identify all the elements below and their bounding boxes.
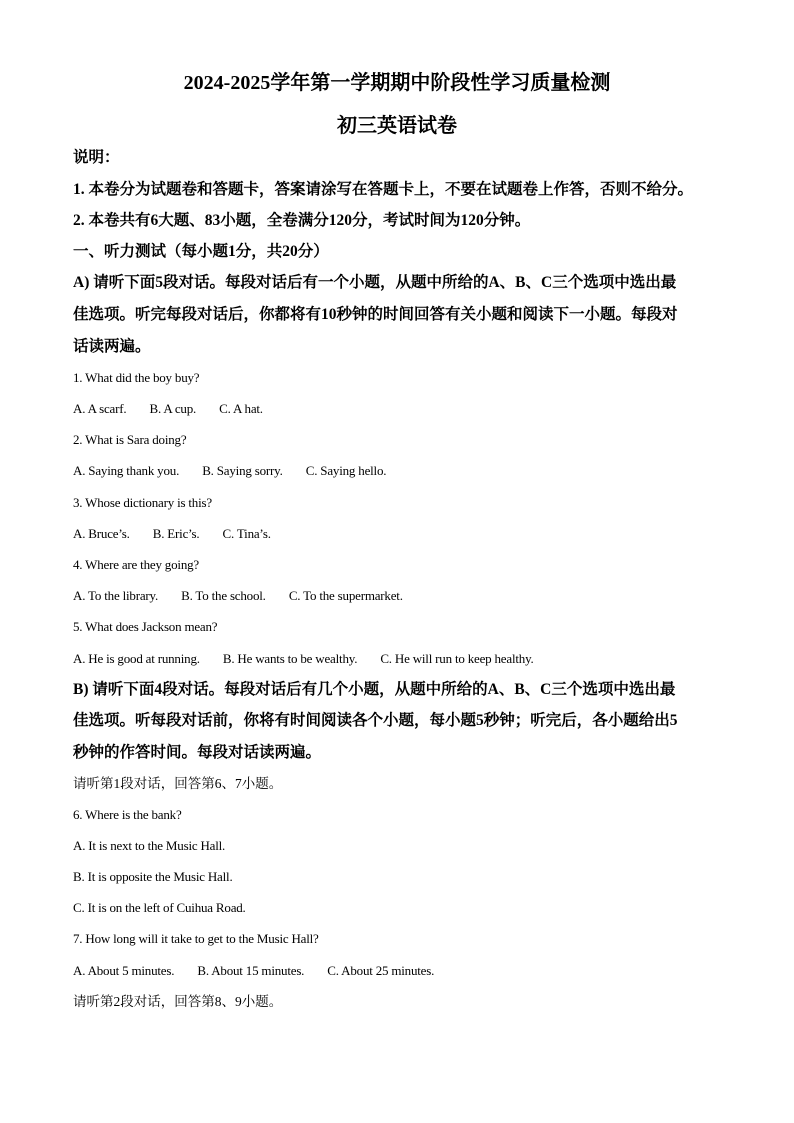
option-a: A. To the library. [73,588,159,603]
question-2: 2. What is Sara doing? [73,432,187,447]
question-7: 7. How long will it take to get to the Music Hall? [73,931,319,946]
section-heading-listening: 一、听力测试（每小题1分，共20分） [73,243,329,260]
option-b: B. Saying sorry. [202,463,283,478]
option-c: C. Saying hello. [305,463,387,478]
part-b-instructions-line-1: B) 请听下面4段对话。每段对话后有几个小题，从题中所给的A、B、C三个选项中选出最 [73,681,676,698]
option-c: C. To the supermarket. [288,588,403,603]
dialog-1-label: 请听第1段对话，回答第6、7小题。 [73,776,283,791]
question-5-options [73,649,723,669]
exam-subtitle: 初三英语试卷 [337,115,457,137]
option-b: B. Eric’s. [152,526,200,541]
option-c: C. Tina’s. [222,526,271,541]
note-item-2: 2. 本卷共有6大题、83小题，全卷满分120分，考试时间为120分钟。 [73,212,531,229]
question-5: 5. What does Jackson mean? [73,619,218,634]
notes-label: 说明： [73,149,120,166]
question-7-options [73,961,723,981]
question-6-option-c: C. It is on the left of Cuihua Road. [73,900,246,915]
part-a-instructions-line-2: 佳选项。听完每段对话后，你都将有10秒钟的时间回答有关小题和阅读下一小题。每段对 [73,306,678,323]
option-b: B. A cup. [149,401,197,416]
option-c: C. A hat. [219,401,263,416]
question-3-options [73,524,723,544]
option-a: A. A scarf. [73,401,127,416]
option-b: B. About 15 minutes. [197,963,305,978]
dialog-2-label: 请听第2段对话，回答第8、9小题。 [73,994,283,1009]
question-6: 6. Where is the bank? [73,807,182,822]
option-c: C. He will run to keep healthy. [380,651,534,666]
question-6-option-a: A. It is next to the Music Hall. [73,838,226,853]
question-2-options [73,461,723,481]
option-a: A. Saying thank you. [73,463,180,478]
part-b-instructions-line-2: 佳选项。听每段对话前，你将有时间阅读各个小题，每小题5秒钟；听完后，各小题给出5 [73,712,678,729]
question-6-option-b: B. It is opposite the Music Hall. [73,869,233,884]
part-a-instructions-line-1: A) 请听下面5段对话。每段对话后有一个小题，从题中所给的A、B、C三个选项中选出最 [73,274,677,291]
question-4: 4. Where are they going? [73,557,199,572]
exam-title: 2024-2025学年第一学期期中阶段性学习质量检测 [183,72,611,94]
option-a: A. He is good at running. [73,651,200,666]
question-4-options [73,586,723,606]
option-b: B. He wants to be wealthy. [222,651,358,666]
option-a: A. About 5 minutes. [73,963,175,978]
option-b: B. To the school. [181,588,266,603]
question-3: 3. Whose dictionary is this? [73,495,212,510]
part-a-instructions-line-3: 话读两遍。 [73,338,151,355]
part-b-instructions-line-3: 秒钟的作答时间。每段对话读两遍。 [73,744,322,761]
option-c: C. About 25 minutes. [327,963,435,978]
question-1-options [73,399,723,419]
note-item-1: 1. 本卷分为试题卷和答题卡，答案请涂写在答题卡上，不要在试题卷上作答，否则不给分。 [73,181,694,198]
option-a: A. Bruce’s. [73,526,130,541]
question-1: 1. What did the boy buy? [73,370,200,385]
